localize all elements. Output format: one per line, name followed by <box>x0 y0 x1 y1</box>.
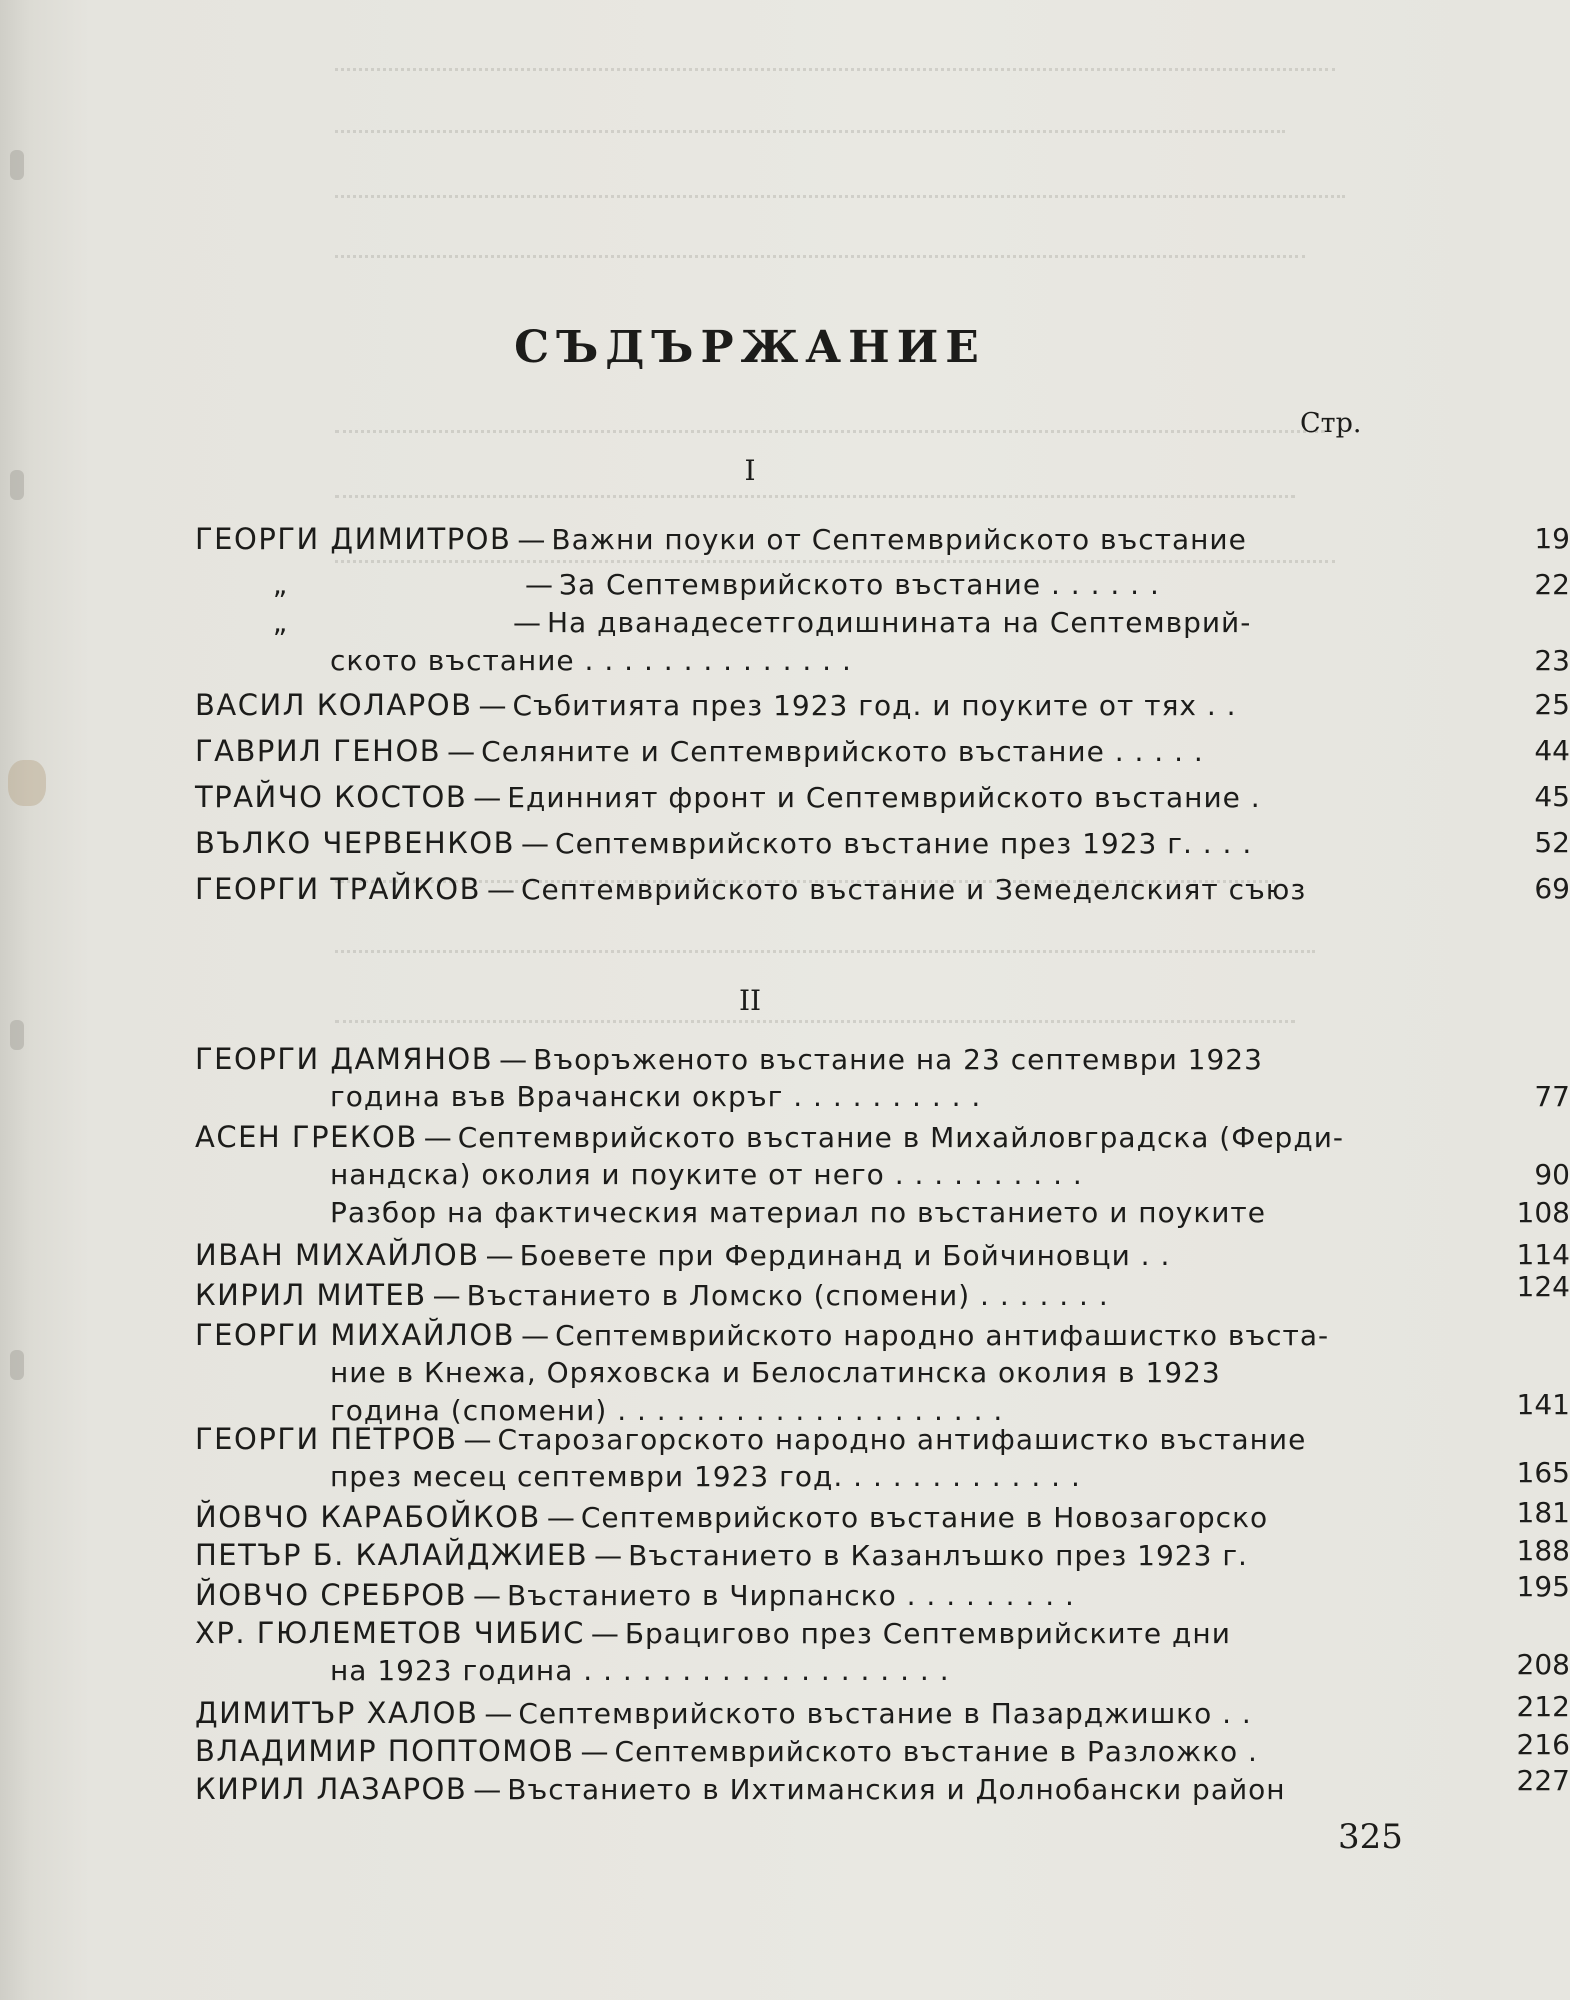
toc-entry: ВЛАДИМИР ПОПТОМОВ — Септемврийското въстание в Разложко . 216 <box>195 1728 1570 1768</box>
entry-page-number: 44 <box>1534 734 1570 767</box>
entry-author: ПЕТЪР Б. КАЛАЙДЖИЕВ <box>195 1538 589 1572</box>
entry-author: ГЕОРГИ МИХАЙЛОВ <box>195 1318 516 1352</box>
entry-title-continuation: през месец септември 1923 год. . . . . . . . . . . . . <box>330 1460 1081 1493</box>
toc-entry: ВАСИЛ КОЛАРОВ — Събитията през 1923 год. и поуките от тях . . 25 <box>195 688 1570 722</box>
toc-entry: „ — За Септемврийското въстание . . . . . . 22 <box>195 566 1295 604</box>
entry-author: ВАСИЛ КОЛАРОВ <box>195 688 473 722</box>
entry-author: ДИМИТЪР ХАЛОВ <box>195 1696 479 1730</box>
entry-title: Септемврийското въстание и Земеделският съюз <box>520 873 1307 906</box>
entry-title: Септемврийското въстание в Пазарджишко . . <box>518 1697 1252 1730</box>
entry-page-number: 141 <box>1516 1388 1570 1421</box>
entry-author: АСЕН ГРЕКОВ <box>195 1120 418 1154</box>
toc-entry: КИРИЛ ЛАЗАРОВ — Въстанието в Ихтиманския и Долнобански район 227 <box>195 1764 1570 1806</box>
entry-author: ВЛАДИМИР ПОПТОМОВ <box>195 1734 575 1768</box>
page-folio-number: 325 <box>1338 1817 1403 1857</box>
toc-entry: ТРАЙЧО КОСТОВ — Единният фронт и Септемврийското въстание . 45 <box>195 780 1570 814</box>
page-title: СЪДЪРЖАНИЕ <box>514 322 986 373</box>
entry-title: Септемврийското въстание през 1923 г. . . . <box>555 827 1253 860</box>
entry-page-number: 195 <box>1516 1570 1570 1603</box>
entry-page-number: 45 <box>1534 780 1570 813</box>
entry-page-number: 188 <box>1516 1534 1570 1567</box>
entry-title: Въстанието в Чирпанско . . . . . . . . . <box>507 1579 1075 1612</box>
toc-entry: ГЕОРГИ ДИМИТРОВ — Важни поуки от Септемврийското въстание 19 <box>195 522 1570 556</box>
entry-title: Боевете при Фердинанд и Бойчиновци . . <box>519 1239 1171 1272</box>
entry-page-number: 212 <box>1516 1690 1570 1723</box>
entry-title: Въстанието в Ихтиманския и Долнобански район <box>507 1773 1286 1806</box>
entry-page-number: 216 <box>1516 1728 1570 1761</box>
entry-page-number: 25 <box>1534 688 1570 721</box>
entry-author: ЙОВЧО КАРАБОЙКОВ <box>195 1500 541 1534</box>
entry-author: ГЕОРГИ ДИМИТРОВ <box>195 522 512 556</box>
entry-title: Септемврийското въстание в Разложко . <box>614 1735 1258 1768</box>
entry-page-number: 52 <box>1534 826 1570 859</box>
entry-title-continuation: ското въстание . . . . . . . . . . . . . . <box>330 644 852 677</box>
entry-title-continuation: на 1923 година . . . . . . . . . . . . . . . . . . . <box>330 1654 950 1687</box>
entry-page-number: 19 <box>1534 522 1570 555</box>
toc-entry: ЙОВЧО КАРАБОЙКОВ — Септемврийското въстание в Новозагорско 181 <box>195 1496 1570 1534</box>
entry-title-continuation: година (спомени) . . . . . . . . . . . . . . . . . . . . <box>330 1394 1004 1427</box>
section-heading-1: I <box>744 454 756 487</box>
entry-page-number: 90 <box>1534 1158 1570 1191</box>
entry-title: Септемврийското въстание в Михайловградска (Ферди- <box>457 1121 1344 1154</box>
toc-entry: ГЕОРГИ ДАМЯНОВ — Въоръженото въстание на 23 септември 1923 година във Врачански окръг . . . . . . . . . . 77 <box>195 1040 1295 1116</box>
toc-entry: АСЕН ГРЕКОВ — Септемврийското въстание в Михайловградска (Ферди- нандска) околия и поуките от него . . . . . . . . . . 90 <box>195 1118 1295 1194</box>
entry-author: ГЕОРГИ ДАМЯНОВ <box>195 1042 494 1076</box>
entry-author: ГЕОРГИ ПЕТРОВ <box>195 1422 458 1456</box>
toc-entry: ГЕОРГИ ТРАЙКОВ — Септемврийското въстание и Земеделският съюз 69 <box>195 872 1570 906</box>
entry-title: Единният фронт и Септемврийското въстание . <box>507 781 1261 814</box>
toc-entry <box>195 1194 1570 1232</box>
entry-title: Старозагорското народно антифашистко въстание <box>497 1423 1307 1456</box>
entry-page-number: 69 <box>1534 872 1570 905</box>
toc-entry: ГЕОРГИ ПЕТРОВ — Старозагорското народно антифашистко въстание през месец септември 1923 год. . . . . . . . . . . . . 165 <box>195 1422 1570 1493</box>
entry-page-number: 208 <box>1516 1648 1570 1681</box>
toc-entry: „ — На дванадесетгодишнината на Септемврий- ското въстание . . . . . . . . . . . . . . 23 <box>195 604 1295 680</box>
toc-entry: ВЪЛКО ЧЕРВЕНКОВ — Септемврийското въстание през 1923 г. . . . 52 <box>195 826 1570 860</box>
entry-page-number: 77 <box>1534 1080 1570 1113</box>
entry-page-number: 181 <box>1516 1496 1570 1529</box>
toc-entry: ЙОВЧО СРЕБРОВ — Въстанието в Чирпанско . . . . . . . . . 195 <box>195 1570 1570 1612</box>
entry-title: Въстанието в Ломско (спомени) . . . . . . . <box>466 1279 1109 1312</box>
entry-title-continuation: ние в Кнежа, Оряховска и Белослатинска околия в 1923 <box>330 1356 1221 1389</box>
entry-title: Въоръженото въстание на 23 септември 1923 <box>533 1043 1263 1076</box>
toc-entry: ДИМИТЪР ХАЛОВ — Септемврийското въстание в Пазарджишко . . 212 <box>195 1690 1570 1730</box>
entry-author: ГЕОРГИ ТРАЙКОВ <box>195 872 481 906</box>
entry-title: Въстанието в Казанлъшко през 1923 г. <box>628 1539 1248 1572</box>
entry-author: КИРИЛ МИТЕВ <box>195 1278 427 1312</box>
entry-page-number: 22 <box>1534 568 1570 601</box>
entry-author: ЙОВЧО СРЕБРОВ <box>195 1578 468 1612</box>
entry-title-continuation: нандска) околия и поуките от него . . . . . . . . . . <box>330 1158 1083 1191</box>
entry-author: ХР. ГЮЛЕМЕТОВ ЧИБИС <box>195 1616 585 1650</box>
ditto-mark: „ <box>272 568 288 601</box>
entry-title: Септемврийското народно антифашистко въста- <box>555 1319 1330 1352</box>
entry-title: Септемврийското въстание в Новозагорско <box>580 1501 1269 1534</box>
toc-entry: ХР. ГЮЛЕМЕТОВ ЧИБИС — Брацигово през Септемврийските дни на 1923 година . . . . . . . . . . . . . . . . . . . 208 <box>195 1616 1570 1687</box>
entry-title: Събитията през 1923 год. и поуките от тях . . <box>512 689 1237 722</box>
entry-title: На дванадесетгодишнината на Септемврий- <box>547 606 1252 639</box>
page-column-label: Стр. <box>1300 408 1362 439</box>
entry-title: Брацигово през Септемврийските дни <box>624 1617 1231 1650</box>
toc-entry: ГАВРИЛ ГЕНОВ — Селяните и Септемврийското въстание . . . . . 44 <box>195 734 1570 768</box>
entry-title-continuation: година във Врачански окръг . . . . . . . . . . <box>330 1080 982 1113</box>
entry-page-number: 114 <box>1516 1238 1570 1271</box>
entry-title: Селяните и Септемврийското въстание . . . . . <box>481 735 1204 768</box>
entry-title: Важни поуки от Септемврийското въстание <box>551 523 1247 556</box>
entry-page-number: 124 <box>1516 1270 1570 1303</box>
entry-page-number: 165 <box>1516 1456 1570 1489</box>
toc-entry: ПЕТЪР Б. КАЛАЙДЖИЕВ — Въстанието в Казанлъшко през 1923 г. 188 <box>195 1534 1570 1572</box>
entry-author: ИВАН МИХАЙЛОВ <box>195 1238 480 1272</box>
entry-author: ГАВРИЛ ГЕНОВ <box>195 734 442 768</box>
entry-author: ТРАЙЧО КОСТОВ <box>195 780 468 814</box>
section-heading-2: II <box>738 984 762 1017</box>
toc-entry: ГЕОРГИ МИХАЙЛОВ — Септемврийското народно антифашистко въста- ние в Кнежа, Оряховска и Белослатинска околия в 1923 година (спомени) . . . . . . . . . . . . . . . . . . . . 141 <box>195 1318 1570 1427</box>
ditto-mark: „ <box>272 606 288 639</box>
toc-entry: КИРИЛ МИТЕВ — Въстанието в Ломско (спомени) . . . . . . . 124 <box>195 1270 1570 1312</box>
entry-author: КИРИЛ ЛАЗАРОВ <box>195 1772 468 1806</box>
entry-author: ВЪЛКО ЧЕРВЕНКОВ <box>195 826 516 860</box>
toc-entry: ИВАН МИХАЙЛОВ — Боевете при Фердинанд и Бойчиновци . . 114 <box>195 1238 1570 1272</box>
entry-page-number: 23 <box>1534 644 1570 677</box>
entry-title: За Септемврийското въстание . . . . . . <box>559 568 1160 601</box>
entry-title: Разбор на фактическия материал по въстанието и поуките <box>330 1196 1266 1229</box>
entry-page-number: 108 <box>1516 1196 1570 1229</box>
entry-page-number: 227 <box>1516 1764 1570 1797</box>
